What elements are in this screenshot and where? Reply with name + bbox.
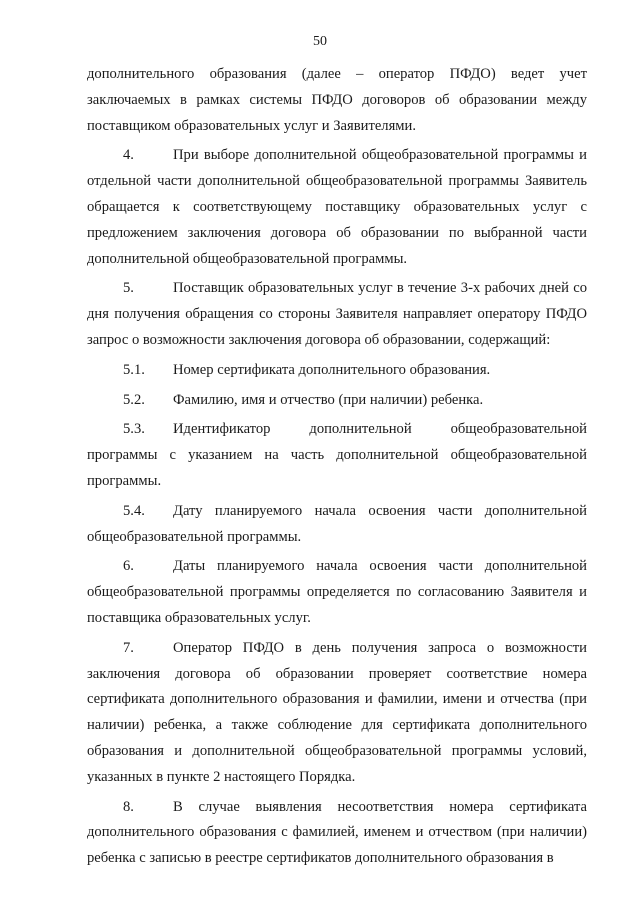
paragraph-7 bbox=[87, 636, 587, 791]
paragraph-number: 5.1. bbox=[123, 361, 145, 378]
paragraph-number: 7. bbox=[123, 639, 134, 656]
paragraph-6 bbox=[87, 554, 587, 631]
paragraph-number: 6. bbox=[123, 558, 134, 575]
paragraph-continuation bbox=[87, 62, 587, 139]
paragraph-text: Даты планируемого начала освоения части дополнительной общеобразовательной программы определяется по согласованию Заявителя и поставщика образовательных услуг. bbox=[87, 558, 587, 626]
paragraph-number: 5.4. bbox=[123, 502, 145, 519]
paragraph-5-2 bbox=[87, 388, 587, 414]
paragraph-4 bbox=[87, 143, 587, 272]
paragraph-text: В случае выявления несоответствия номера сертификата дополнительного образования с фамилией, именем и отчеством (при наличии) ребенка с записью в реестре сертификатов дополнительного образования в bbox=[87, 798, 587, 867]
paragraph-number: 5.3. bbox=[123, 421, 145, 438]
paragraph-5-1 bbox=[87, 358, 587, 384]
paragraph-text: Фамилию, имя и отчество (при наличии) ребенка. bbox=[173, 391, 484, 408]
document-body bbox=[87, 62, 587, 876]
paragraph-5 bbox=[87, 276, 587, 353]
paragraph-number: 5. bbox=[123, 280, 134, 297]
paragraph-8 bbox=[87, 795, 587, 872]
paragraph-number: 5.2. bbox=[123, 391, 145, 408]
paragraph-number: 4. bbox=[123, 147, 134, 164]
paragraph-text: Дату планируемого начала освоения части дополнительной общеобразовательной программы. bbox=[87, 502, 587, 545]
paragraph-5-3 bbox=[87, 417, 587, 494]
paragraph-5-4 bbox=[87, 499, 587, 551]
paragraph-text: Номер сертификата дополнительного образования. bbox=[173, 361, 491, 378]
paragraph-text: При выборе дополнительной общеобразовательной программы и отдельной части дополнительной общеобразовательной программы Заявитель обращается к соответствующему поставщику образовательных услуг с предложением заключения договора об образовании по выбранной части дополнительной общеобразовательной программы. bbox=[87, 147, 587, 267]
paragraph-text: Оператор ПФДО в день получения запроса о возможности заключения договора об образовании проверяет соответствие номера сертификата дополнительного образования и фамилии, имени и отчества (при наличии) ребенка, а также соблюдение для сертификата дополнительного образования и дополнительной общеобразовательной программы условий, указанных в пункте 2 настоящего Порядка. bbox=[87, 639, 587, 785]
paragraph-text: Идентификатор дополнительной общеобразовательной программы с указанием на часть дополнительной общеобразовательной программы. bbox=[87, 421, 587, 489]
page-number: 50 bbox=[313, 34, 327, 49]
paragraph-text: Поставщик образовательных услуг в течение 3-х рабочих дней со дня получения обращения со стороны Заявителя направляет оператору ПФДО запрос о возможности заключения договора об образовании, содержащий: bbox=[87, 280, 587, 348]
paragraph-text: дополнительного образования (далее – оператор ПФДО) ведет учет заключаемых в рамках системы ПФДО договоров об образовании между поставщиком образовательных услуг и Заявителями. bbox=[87, 66, 587, 134]
paragraph-number: 8. bbox=[123, 798, 134, 815]
